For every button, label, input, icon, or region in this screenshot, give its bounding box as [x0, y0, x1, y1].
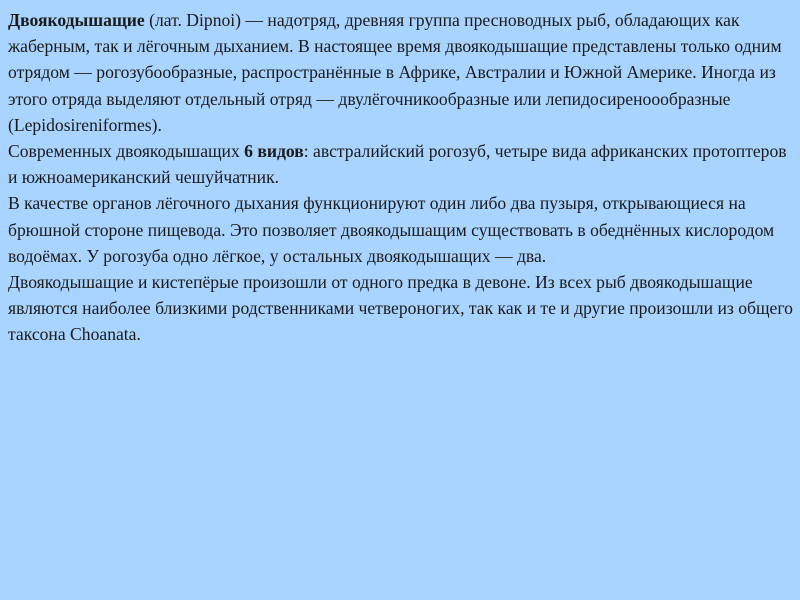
species-text: : австралийский рогозуб, четыре вида африканских протоптеров и южноамериканский чешуйчатник.	[8, 141, 787, 188]
species-count: 6 видов	[244, 141, 304, 162]
definition-text: (лат. Dipnoi) — надотряд, древняя группа пресноводных рыб, обладающих как жаберным, так и лёгочным дыханием. В настоящее время двоякодышащие представлены только одним отрядом — рогозубообразные, распространённые в Африке, Австралии и Южной Америке. Иногда из этого отряда выделяют отдельный отряд — двулёгочникообразные или лепидосиреноообразные (Lepidosireniformes).	[8, 10, 782, 135]
paragraph-species	[8, 138, 794, 190]
paragraph-evolution: Двоякодышащие и кистепёрые произошли от одного предка в девоне. Из всех рыб двоякодышащие являются наиболее близкими родственниками четвероногих, так как и те и другие произошли из общего таксона Choanata.	[8, 272, 793, 345]
paragraph-respiration: В качестве органов лёгочного дыхания функционируют один либо два пузыря, открывающиеся на брюшной стороне пищевода. Это позволяет двоякодышащим существовать в обеднённых кислородом водоёмах. У рогозуба одно лёгкое, у остальных двоякодышащих — два.	[8, 193, 775, 266]
slide-text-block	[8, 7, 794, 348]
term-dipnoi: Двоякодышащие	[8, 10, 145, 30]
paragraph-definition	[8, 7, 794, 138]
species-lead: Современных двоякодышащих	[8, 141, 245, 162]
